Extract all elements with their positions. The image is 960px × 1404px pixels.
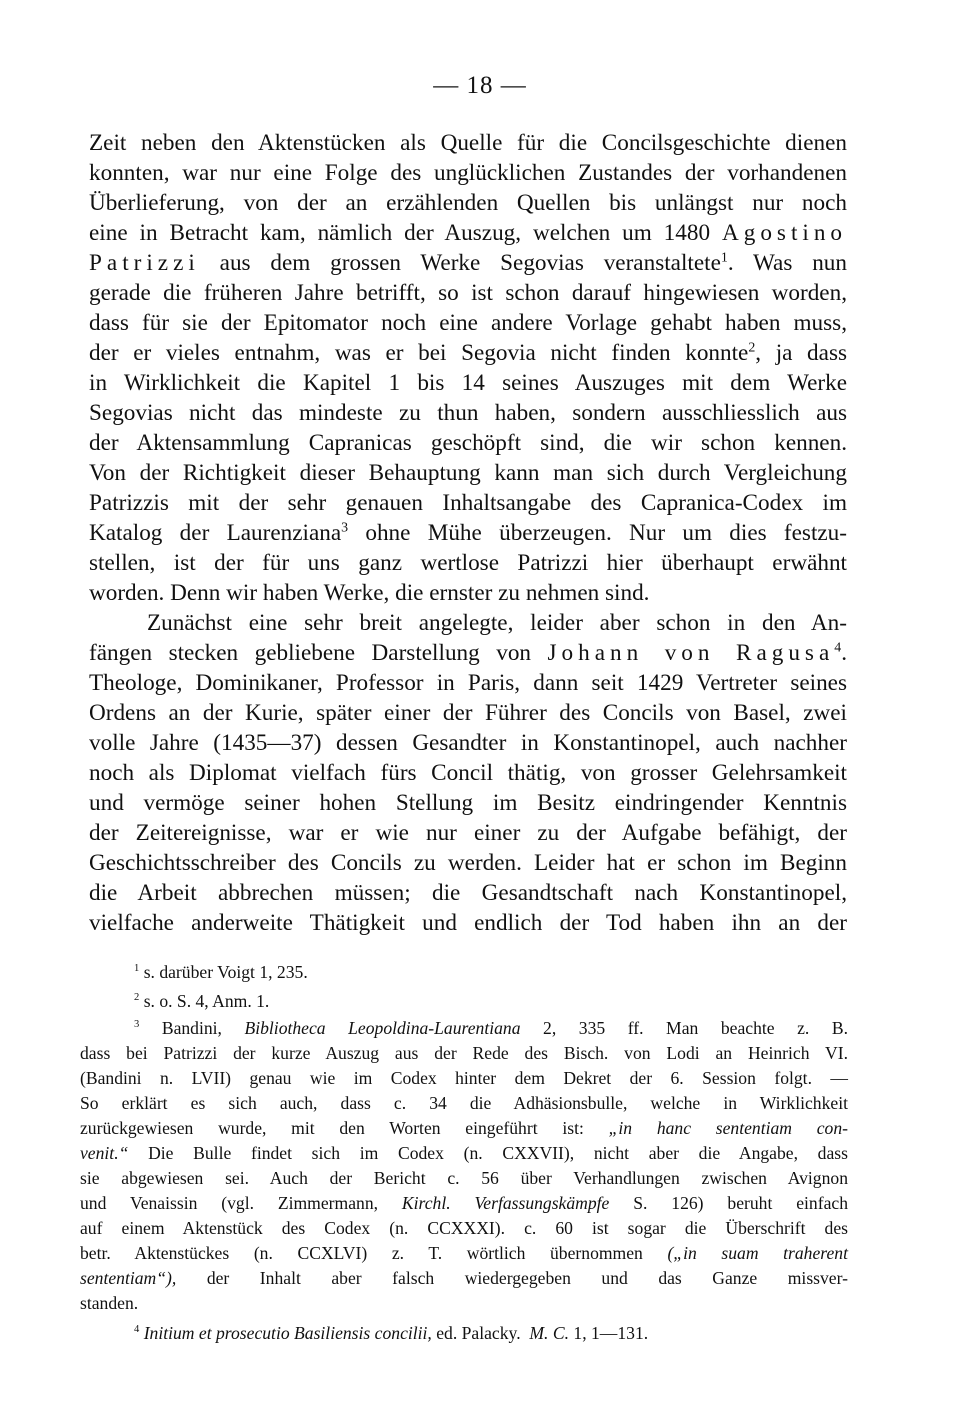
text-fragment: eine in Betracht kam, nämlich der Auszug, welchen um 1480	[89, 220, 711, 246]
footnote	[134, 1322, 834, 1344]
footnote-text: betr. Aktenstückes (n. CCXLVI) z. T. wörtlich übernommen	[80, 1243, 643, 1263]
footnote-text: zurückgewiesen wurde, mit den Worten eingeführt ist:	[80, 1118, 584, 1138]
footnote-line	[80, 1242, 848, 1264]
footnote-ref: 2	[748, 340, 756, 356]
footnote-text: und Venaissin (vgl. Zimmermann,	[80, 1193, 379, 1213]
footnote-text: 2, 335 ff. Man beachte z. B.	[543, 1018, 848, 1038]
quotation: („in suam traherent	[667, 1243, 848, 1263]
text-line: Geschichtsschreiber des Concils zu werden. Leider hat er schon im Beginn	[89, 850, 847, 876]
text-fragment: . Was nun	[727, 250, 847, 276]
text-line: und vermöge seiner hohen Stellung im Besitz eindringender Kenntnis	[89, 790, 847, 816]
person-name: Agostino	[721, 220, 848, 246]
text-line	[89, 249, 847, 278]
text-line	[89, 339, 847, 368]
text-line: konnten, war nur eine Folge des unglücklichen Zustandes der vorhandenen	[89, 160, 847, 186]
footnote-text: Bandini,	[161, 1018, 222, 1038]
person-name: Johann von Ragusa	[547, 640, 835, 666]
text-line: gerade die früheren Jahre betrifft, so ist schon darauf hingewiesen worden,	[89, 280, 847, 306]
text-fragment: aus dem grossen Werke Segovias veranstaltete	[219, 250, 721, 276]
text-line: volle Jahre (1435—37) dessen Gesandter in Konstantinopel, auch nachher	[89, 730, 847, 756]
text-line: Segovias nicht das mindeste zu thun haben, sondern ausschliesslich aus	[89, 400, 847, 426]
text-line: in Wirklichkeit die Kapitel 1 bis 14 seines Auszuges mit dem Werke	[89, 370, 847, 396]
footnote	[134, 1017, 848, 1039]
series-abbrev: M. C.	[529, 1323, 569, 1343]
footnote-line: sie abgewiesen sei. Auch der Bericht c. 56 über Verhandlungen zwischen Avignon	[80, 1168, 848, 1188]
footnote-text: s. o. S. 4, Anm. 1.	[143, 991, 270, 1011]
footnote-text: Die Bulle findet sich im Codex (n. CXXVII), nicht aber die Angabe, dass	[148, 1143, 848, 1163]
footnote-line	[80, 1117, 848, 1139]
footnote-mark: 2	[134, 992, 140, 1004]
text-line: Von der Richtigkeit dieser Behauptung kann man sich durch Vergleichung	[89, 460, 847, 486]
text-line: Theologe, Dominikaner, Professor in Paris, dann seit 1429 Vertreter seines	[89, 670, 847, 696]
quotation: venit.“	[80, 1143, 129, 1163]
text-line	[89, 639, 847, 668]
text-fragment: Katalog der Laurenziana	[89, 520, 342, 546]
footnote	[134, 990, 834, 1012]
page-number: — 18 —	[433, 72, 527, 99]
footnote-text: 1, 1—131.	[573, 1323, 649, 1343]
text-line: Ordens an der Kurie, später einer der Führer des Concils von Basel, zwei	[89, 700, 847, 726]
text-line: die Arbeit abbrechen müssen; die Gesandtschaft nach Konstantinopel,	[89, 880, 847, 906]
text-line: der Aktensammlung Capranicas geschöpft sind, die wir schon kennen.	[89, 430, 847, 456]
text-fragment: fängen stecken gebliebene Darstellung von	[89, 640, 532, 666]
footnote-text: S. 126) beruht einfach	[633, 1193, 848, 1213]
person-name: Patrizzi	[89, 250, 200, 276]
text-fragment: .	[841, 640, 847, 666]
footnote-text: der Inhalt aber falsch wiedergegeben und das Ganze missver-	[206, 1268, 848, 1288]
text-line	[89, 519, 847, 548]
footnote-mark: 3	[134, 1019, 140, 1031]
text-fragment: der er vieles entnahm, was er bei Segovia nicht finden konnte	[89, 340, 749, 366]
quotation: „in hanc sententiam con-	[608, 1118, 848, 1138]
book-title: Initium et prosecutio Basiliensis concilii,	[143, 1323, 432, 1343]
text-line: Überlieferung, von der an erzählenden Quellen bis unlängst nur noch	[89, 190, 847, 216]
text-line: Patrizzis mit der sehr genauen Inhaltsangabe des Capranica-Codex im	[89, 490, 847, 516]
footnote-line: auf einem Aktenstück des Codex (n. CCXXXI). c. 60 ist sogar die Überschrift des	[80, 1218, 848, 1238]
footnote-mark: 4	[134, 1324, 140, 1336]
footnote	[134, 961, 834, 983]
book-title: Bibliotheca Leopoldina-Laurentiana	[244, 1018, 521, 1038]
text-fragment: , ja dass	[755, 340, 847, 366]
text-line: vielfache anderweite Thätigkeit und endlich der Tod haben ihn an der	[89, 910, 847, 936]
footnote-text: s. darüber Voigt 1, 235.	[143, 962, 308, 982]
footnote-mark: 1	[134, 963, 140, 975]
text-fragment: ohne Mühe überzeugen. Nur um dies festzu-	[348, 520, 848, 546]
footnote-line	[80, 1142, 848, 1164]
text-line: Zeit neben den Aktenstücken als Quelle für die Concilsgeschichte dienen	[89, 130, 847, 156]
footnote-line	[80, 1267, 848, 1289]
footnote-line: standen.	[80, 1293, 139, 1313]
footnote-line	[80, 1192, 848, 1214]
footnote-line: dass bei Patrizzi der kurze Auszug aus der Rede des Bisch. von Lodi an Heinrich VI.	[80, 1043, 848, 1063]
text-line: noch als Diplomat vielfach fürs Concil thätig, von grosser Gelehrsamkeit	[89, 760, 847, 786]
footnote-ref: 4	[834, 640, 842, 656]
footnote-ref: 1	[720, 250, 728, 266]
text-line: worden. Denn wir haben Werke, die ernster zu nehmen sind.	[89, 580, 650, 606]
footnote-ref: 3	[341, 520, 349, 536]
footnote-line: (Bandini n. LVII) genau wie im Codex hinter dem Dekret der 6. Session folgt. —	[80, 1068, 848, 1088]
text-line: Zunächst eine sehr breit angelegte, leider aber schon in den An-	[147, 610, 847, 636]
text-line: dass für sie der Epitomator noch eine andere Vorlage gehabt haben muss,	[89, 310, 847, 336]
text-line: der Zeitereignisse, war er wie nur einer zu der Aufgabe befähigt, der	[89, 820, 847, 846]
text-line: stellen, ist der für uns ganz wertlose Patrizzi hier überhaupt erwähnt	[89, 550, 847, 576]
footnote-line: So erklärt es sich auch, dass c. 34 die Adhäsionsbulle, welche in Wirklichkeit	[80, 1093, 848, 1113]
quotation: sententiam“),	[80, 1268, 177, 1288]
text-line	[89, 219, 847, 248]
book-title: Kirchl. Verfassungskämpfe	[401, 1193, 610, 1213]
footnote-text: ed. Palacky.	[436, 1323, 521, 1343]
